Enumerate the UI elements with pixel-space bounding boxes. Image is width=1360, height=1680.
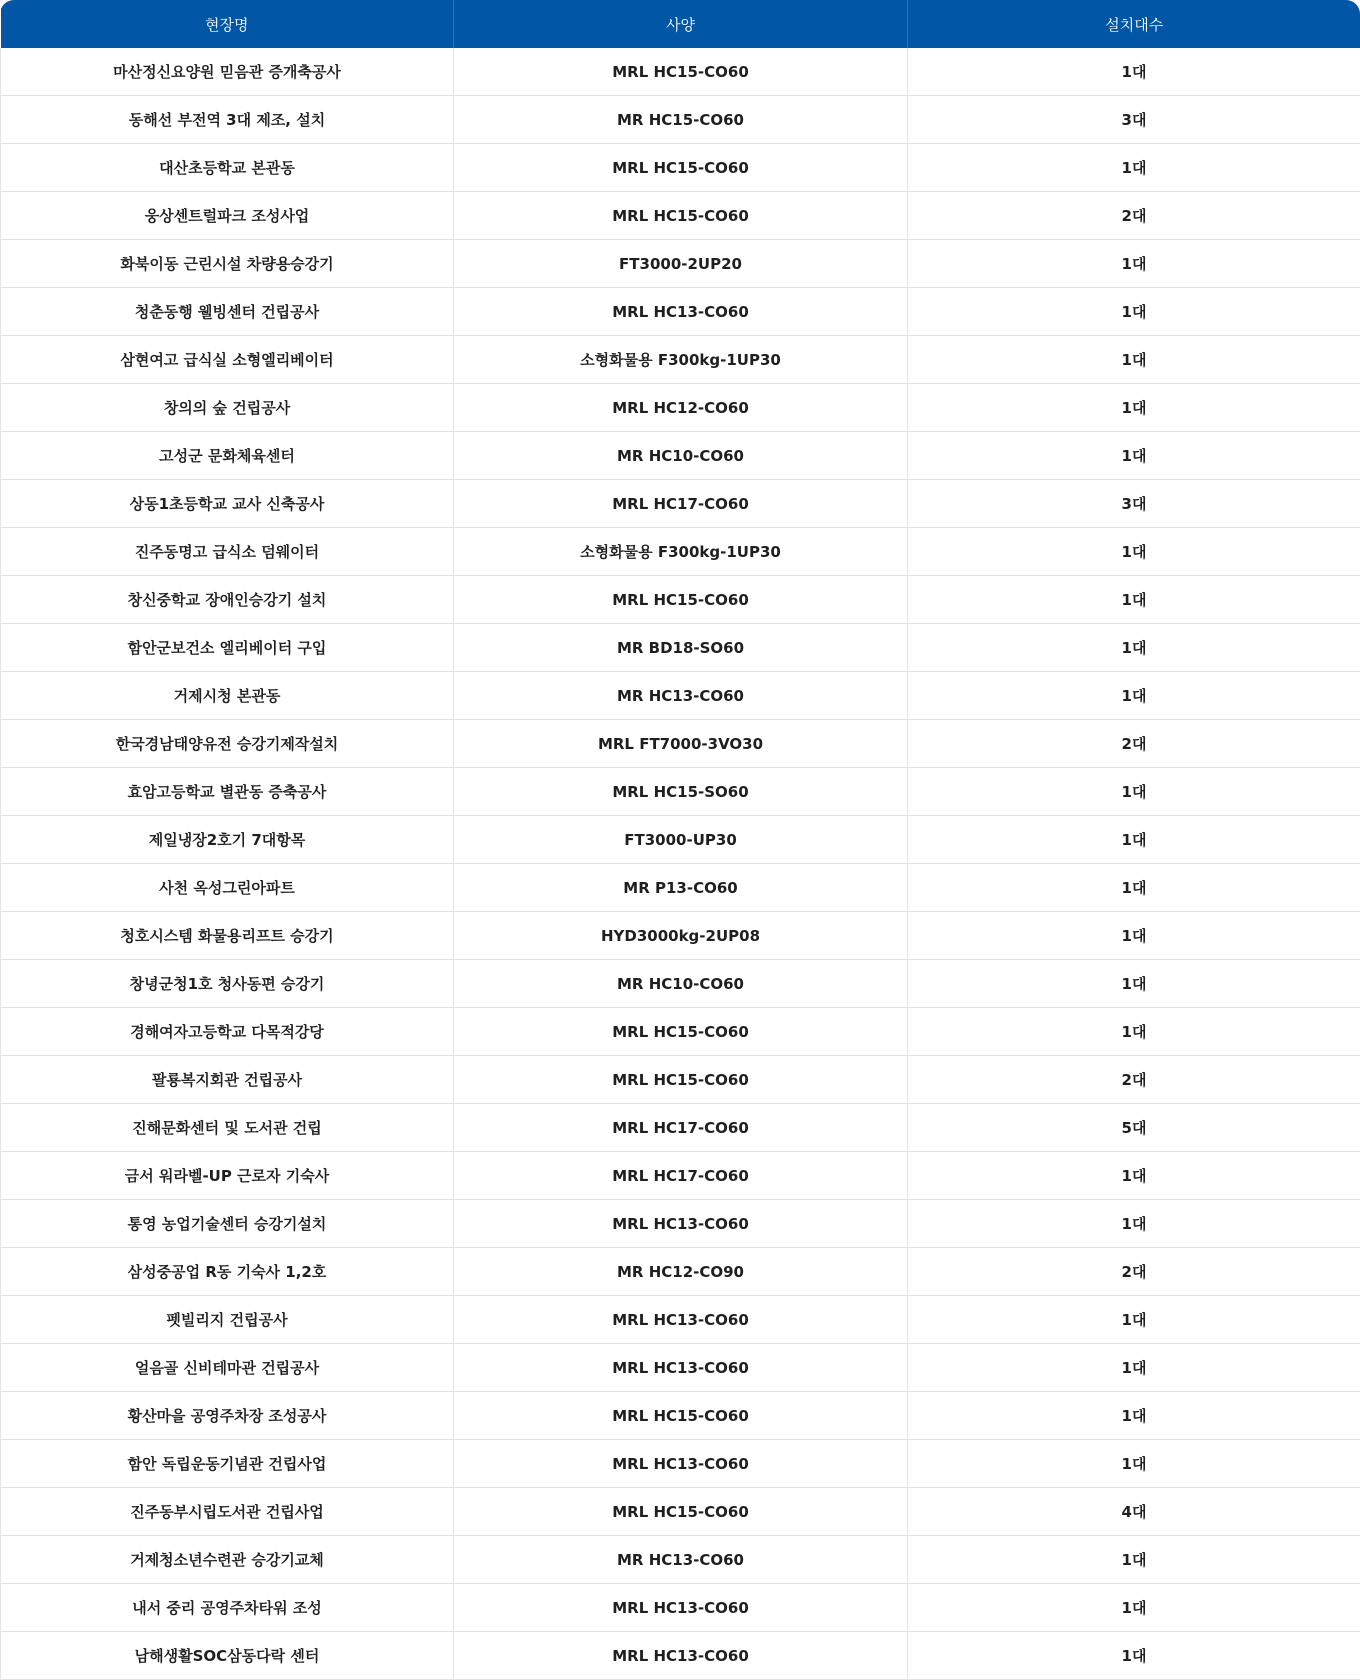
cell-spec: MR HC10-CO60 <box>454 960 908 1008</box>
table-row <box>1 624 1360 672</box>
cell-site-name: 진해문화센터 및 도서관 건립 <box>1 1104 454 1152</box>
cell-install-count: 5대 <box>908 1104 1360 1152</box>
table-row <box>1 1344 1360 1392</box>
cell-install-count: 2대 <box>908 720 1360 768</box>
table-row <box>1 912 1360 960</box>
cell-site-name: 남해생활SOC삼동다락 센터 <box>1 1632 454 1680</box>
cell-install-count: 1대 <box>908 816 1360 864</box>
cell-spec: MRL HC13-CO60 <box>454 1200 908 1248</box>
cell-spec: MRL HC15-CO60 <box>454 1008 908 1056</box>
cell-spec: MR BD18-SO60 <box>454 624 908 672</box>
cell-site-name: 화북이동 근린시설 차량용승강기 <box>1 240 454 288</box>
table-row <box>1 48 1360 96</box>
table-row <box>1 1440 1360 1488</box>
table-row <box>1 1632 1360 1680</box>
table-row <box>1 960 1360 1008</box>
cell-site-name: 거제청소년수련관 승강기교체 <box>1 1536 454 1584</box>
table-row <box>1 1056 1360 1104</box>
cell-spec: MRL HC12-CO60 <box>454 384 908 432</box>
table-row <box>1 768 1360 816</box>
table-row <box>1 432 1360 480</box>
cell-spec: MRL HC15-CO60 <box>454 1392 908 1440</box>
header-install-count: 설치대수 <box>908 0 1360 48</box>
cell-spec: MRL HC17-CO60 <box>454 1152 908 1200</box>
cell-site-name: 황산마을 공영주차장 조성공사 <box>1 1392 454 1440</box>
cell-spec: MRL HC17-CO60 <box>454 480 908 528</box>
cell-site-name: 함안 독립운동기념관 건립사업 <box>1 1440 454 1488</box>
cell-site-name: 효암고등학교 별관동 증축공사 <box>1 768 454 816</box>
cell-install-count: 1대 <box>908 864 1360 912</box>
cell-install-count: 1대 <box>908 240 1360 288</box>
cell-install-count: 1대 <box>908 1200 1360 1248</box>
cell-install-count: 1대 <box>908 960 1360 1008</box>
cell-spec: MR HC10-CO60 <box>454 432 908 480</box>
cell-site-name: 청춘동행 웰빙센터 건립공사 <box>1 288 454 336</box>
cell-spec: MR HC12-CO90 <box>454 1248 908 1296</box>
cell-install-count: 1대 <box>908 624 1360 672</box>
header-site-name: 현장명 <box>1 0 454 48</box>
cell-site-name: 거제시청 본관동 <box>1 672 454 720</box>
cell-spec: FT3000-UP30 <box>454 816 908 864</box>
cell-install-count: 1대 <box>908 1008 1360 1056</box>
cell-spec: MR HC15-CO60 <box>454 96 908 144</box>
cell-spec: MRL HC17-CO60 <box>454 1104 908 1152</box>
cell-spec: MR HC13-CO60 <box>454 672 908 720</box>
cell-install-count: 1대 <box>908 1344 1360 1392</box>
table-row <box>1 816 1360 864</box>
cell-site-name: 함안군보건소 엘리베이터 구입 <box>1 624 454 672</box>
cell-site-name: 삼성중공업 R동 기숙사 1,2호 <box>1 1248 454 1296</box>
table-row <box>1 1248 1360 1296</box>
cell-site-name: 사천 옥성그린아파트 <box>1 864 454 912</box>
cell-install-count: 1대 <box>908 672 1360 720</box>
table-row <box>1 1296 1360 1344</box>
cell-spec: FT3000-2UP20 <box>454 240 908 288</box>
cell-install-count: 2대 <box>908 1248 1360 1296</box>
cell-site-name: 창의의 숲 건립공사 <box>1 384 454 432</box>
cell-install-count: 1대 <box>908 288 1360 336</box>
cell-site-name: 내서 중리 공영주차타워 조성 <box>1 1584 454 1632</box>
cell-site-name: 펫빌리지 건립공사 <box>1 1296 454 1344</box>
cell-site-name: 제일냉장2호기 7대항목 <box>1 816 454 864</box>
cell-spec: MRL HC15-CO60 <box>454 48 908 96</box>
cell-site-name: 청호시스템 화물용리프트 승강기 <box>1 912 454 960</box>
cell-spec: MRL HC15-CO60 <box>454 1056 908 1104</box>
cell-install-count: 1대 <box>908 1584 1360 1632</box>
table-row <box>1 336 1360 384</box>
table-row <box>1 1584 1360 1632</box>
cell-spec: MRL HC15-CO60 <box>454 576 908 624</box>
cell-spec: MRL HC15-CO60 <box>454 1488 908 1536</box>
cell-install-count: 1대 <box>908 336 1360 384</box>
cell-install-count: 2대 <box>908 1056 1360 1104</box>
header-row <box>1 0 1360 48</box>
table-row <box>1 1536 1360 1584</box>
table-row <box>1 144 1360 192</box>
cell-install-count: 1대 <box>908 1440 1360 1488</box>
table-row <box>1 384 1360 432</box>
table-row <box>1 1104 1360 1152</box>
cell-spec: 소형화물용 F300kg-1UP30 <box>454 336 908 384</box>
cell-spec: MRL HC13-CO60 <box>454 288 908 336</box>
cell-install-count: 2대 <box>908 192 1360 240</box>
cell-site-name: 상동1초등학교 교사 신축공사 <box>1 480 454 528</box>
cell-spec: MR HC13-CO60 <box>454 1536 908 1584</box>
cell-site-name: 진주동명고 급식소 덤웨이터 <box>1 528 454 576</box>
table-row <box>1 864 1360 912</box>
cell-install-count: 1대 <box>908 576 1360 624</box>
header-spec: 사양 <box>454 0 908 48</box>
cell-spec: MR P13-CO60 <box>454 864 908 912</box>
cell-site-name: 대산초등학교 본관동 <box>1 144 454 192</box>
cell-spec: 소형화물용 F300kg-1UP30 <box>454 528 908 576</box>
cell-site-name: 경해여자고등학교 다목적강당 <box>1 1008 454 1056</box>
cell-spec: MRL HC13-CO60 <box>454 1344 908 1392</box>
cell-spec: MRL HC13-CO60 <box>454 1584 908 1632</box>
cell-install-count: 1대 <box>908 912 1360 960</box>
table-row <box>1 528 1360 576</box>
table-row <box>1 1392 1360 1440</box>
cell-site-name: 마산정신요양원 믿음관 증개축공사 <box>1 48 454 96</box>
cell-install-count: 1대 <box>908 1152 1360 1200</box>
cell-site-name: 얼음골 신비테마관 건립공사 <box>1 1344 454 1392</box>
table-header <box>1 0 1360 48</box>
table-row <box>1 576 1360 624</box>
cell-site-name: 팔룡복지회관 건립공사 <box>1 1056 454 1104</box>
table-row <box>1 672 1360 720</box>
table-row <box>1 1200 1360 1248</box>
table-row <box>1 96 1360 144</box>
cell-install-count: 4대 <box>908 1488 1360 1536</box>
cell-install-count: 3대 <box>908 96 1360 144</box>
cell-install-count: 1대 <box>908 1296 1360 1344</box>
cell-site-name: 한국경남태양유전 승강기제작설치 <box>1 720 454 768</box>
cell-spec: MRL HC15-CO60 <box>454 192 908 240</box>
table-row <box>1 1488 1360 1536</box>
cell-site-name: 창신중학교 장애인승강기 설치 <box>1 576 454 624</box>
cell-site-name: 창녕군청1호 청사동편 승강기 <box>1 960 454 1008</box>
cell-install-count: 1대 <box>908 48 1360 96</box>
cell-site-name: 웅상센트럴파크 조성사업 <box>1 192 454 240</box>
cell-install-count: 1대 <box>908 384 1360 432</box>
table-row <box>1 1008 1360 1056</box>
table-row <box>1 1152 1360 1200</box>
cell-site-name: 동해선 부전역 3대 제조, 설치 <box>1 96 454 144</box>
cell-install-count: 1대 <box>908 1536 1360 1584</box>
cell-install-count: 1대 <box>908 432 1360 480</box>
table-row <box>1 480 1360 528</box>
cell-spec: HYD3000kg-2UP08 <box>454 912 908 960</box>
cell-site-name: 고성군 문화체육센터 <box>1 432 454 480</box>
cell-spec: MRL HC13-CO60 <box>454 1296 908 1344</box>
cell-spec: MRL HC15-CO60 <box>454 144 908 192</box>
cell-install-count: 1대 <box>908 1392 1360 1440</box>
cell-spec: MRL FT7000-3VO30 <box>454 720 908 768</box>
cell-spec: MRL HC15-SO60 <box>454 768 908 816</box>
cell-site-name: 삼현여고 급식실 소형엘리베이터 <box>1 336 454 384</box>
cell-install-count: 1대 <box>908 528 1360 576</box>
cell-site-name: 금서 워라벨-UP 근로자 기숙사 <box>1 1152 454 1200</box>
cell-spec: MRL HC13-CO60 <box>454 1632 908 1680</box>
table-row <box>1 720 1360 768</box>
cell-site-name: 통영 농업기술센터 승강기설치 <box>1 1200 454 1248</box>
table-body <box>1 48 1360 1680</box>
cell-install-count: 1대 <box>908 144 1360 192</box>
cell-install-count: 1대 <box>908 768 1360 816</box>
cell-install-count: 1대 <box>908 1632 1360 1680</box>
cell-install-count: 3대 <box>908 480 1360 528</box>
table-row <box>1 192 1360 240</box>
table-row <box>1 288 1360 336</box>
cell-spec: MRL HC13-CO60 <box>454 1440 908 1488</box>
cell-site-name: 진주동부시립도서관 건립사업 <box>1 1488 454 1536</box>
table-row <box>1 240 1360 288</box>
